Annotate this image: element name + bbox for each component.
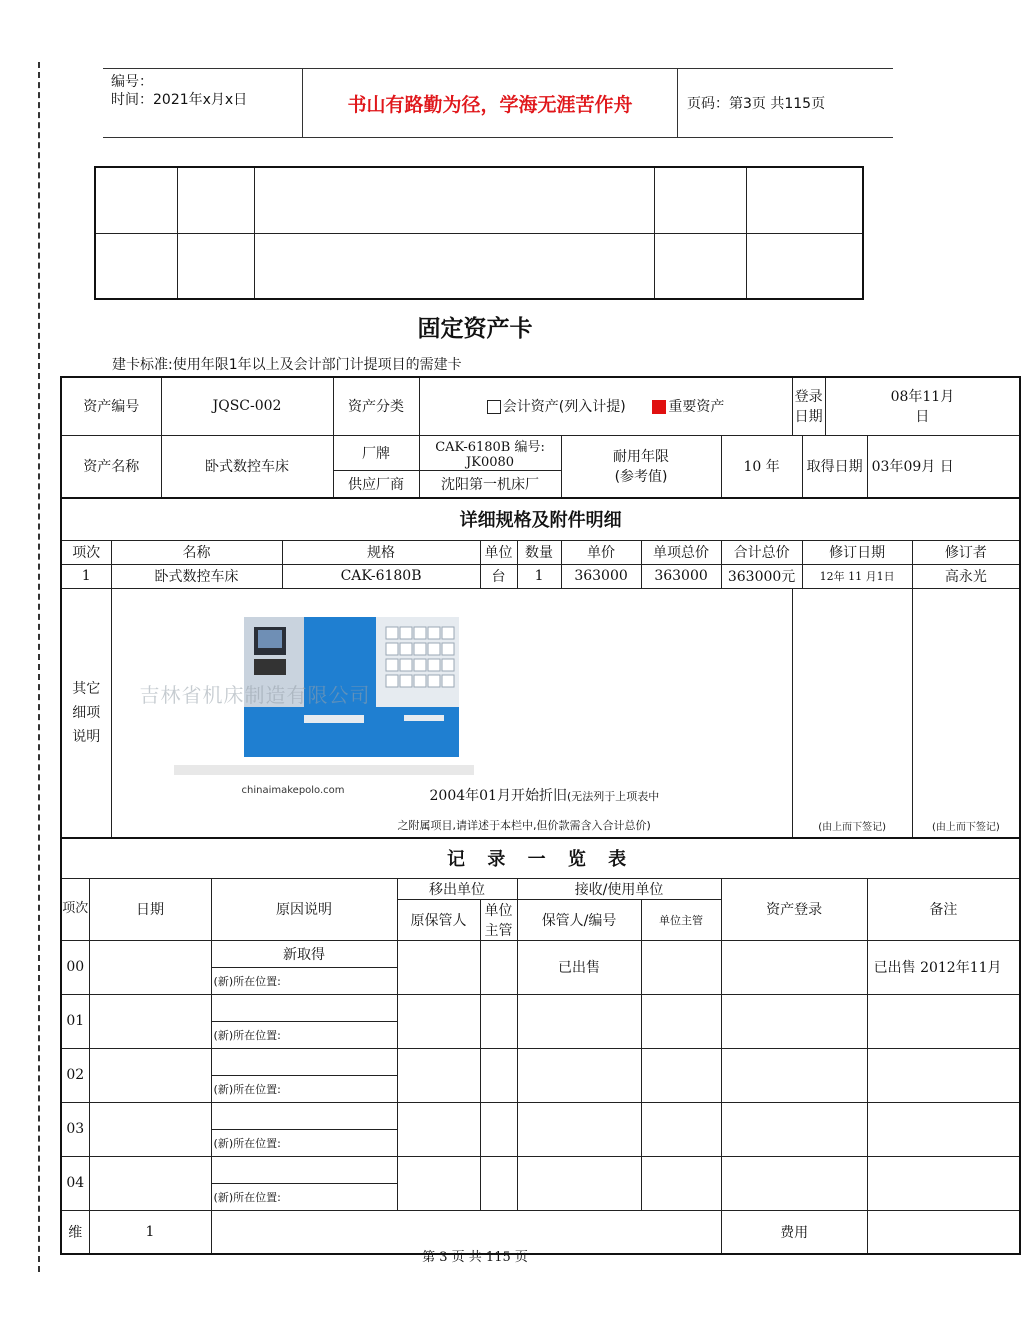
rec-header-in-keeper: 保管人/编号 xyxy=(517,899,641,940)
detail-header: 名称 xyxy=(111,540,282,564)
asset-name: 卧式数控车床 xyxy=(161,435,333,498)
rec-header-out-keeper: 原保管人 xyxy=(397,899,480,940)
record-no: 03 xyxy=(61,1102,89,1156)
record-in-keeper[interactable] xyxy=(517,1048,641,1102)
record-date[interactable] xyxy=(89,994,211,1048)
record-out-mgr[interactable] xyxy=(480,994,517,1048)
blank-cell xyxy=(254,233,654,299)
record-reason[interactable] xyxy=(211,1048,397,1075)
detail-header: 单位 xyxy=(480,540,517,564)
acq-date-label: 取得日期 xyxy=(802,435,867,498)
record-remark[interactable] xyxy=(867,1102,1020,1156)
brand-label: 厂牌 xyxy=(333,435,419,470)
page-footer: 第 3 页 共 115 页 xyxy=(422,1250,528,1265)
blank-cell xyxy=(95,167,177,233)
card-standard: 建卡标准:使用年限1年以上及会计部门计提项目的需建卡 xyxy=(112,357,462,373)
rec-header-reason: 原因说明 xyxy=(211,878,397,940)
detail-cell: 1 xyxy=(61,564,111,588)
detail-cell: CAK-6180B xyxy=(282,564,480,588)
record-out-mgr[interactable] xyxy=(480,1156,517,1210)
detail-section-title: 详细规格及附件明细 xyxy=(61,498,1020,540)
detail-header: 规格 xyxy=(282,540,480,564)
record-in-mgr[interactable] xyxy=(641,1102,721,1156)
attach-note: 之附属项目,请详述于本栏中,但价款需含入合计总价) xyxy=(397,818,651,832)
checked-box-icon[interactable] xyxy=(652,400,666,414)
life-label-1: 耐用年限 xyxy=(613,449,670,466)
detail-header: 修订者 xyxy=(912,540,1020,564)
reg-date-line1: 08年11月 xyxy=(890,389,955,406)
blank-cell xyxy=(177,233,254,299)
record-location[interactable]: (新)所在位置: xyxy=(211,967,397,994)
blank-cell xyxy=(746,233,863,299)
record-reason[interactable] xyxy=(211,1102,397,1129)
record-reg[interactable] xyxy=(721,940,867,994)
record-in-mgr[interactable] xyxy=(641,994,721,1048)
rec-header-remark: 备注 xyxy=(867,878,1020,940)
record-in-mgr[interactable] xyxy=(641,1156,721,1210)
record-reg[interactable] xyxy=(721,1048,867,1102)
cut-line xyxy=(38,62,40,1272)
record-location[interactable]: (新)所在位置: xyxy=(211,1075,397,1102)
record-out-keeper[interactable] xyxy=(397,1048,480,1102)
record-reg[interactable] xyxy=(721,1156,867,1210)
records-section-title: 记 录 一 览 表 xyxy=(61,838,1020,878)
rec-header-out-mgr: 单位主管 xyxy=(480,899,517,940)
page-indicator: 页码：第3页 共115页 xyxy=(687,96,826,112)
record-date[interactable] xyxy=(89,1048,211,1102)
detail-header: 单项总价 xyxy=(641,540,721,564)
blank-cell xyxy=(654,233,746,299)
rec-header-reg: 资产登录 xyxy=(721,878,867,940)
record-out-keeper[interactable] xyxy=(397,1102,480,1156)
record-remark[interactable] xyxy=(867,994,1020,1048)
maint-label: 维 xyxy=(61,1210,89,1254)
detail-cell: 1 xyxy=(517,564,561,588)
sign-note: (由上而下签记) xyxy=(932,822,1000,833)
maint-value: 1 xyxy=(89,1210,211,1254)
blank-cell xyxy=(654,167,746,233)
asset-name-label: 资产名称 xyxy=(61,435,161,498)
detail-cell: 台 xyxy=(480,564,517,588)
record-reason[interactable] xyxy=(211,1156,397,1183)
header-meta xyxy=(103,69,303,137)
number-label: 编号： xyxy=(111,74,153,90)
category-label: 资产分类 xyxy=(333,377,419,435)
record-remark[interactable] xyxy=(867,1156,1020,1210)
depreciation-note: (无法列于上项表中 xyxy=(566,789,660,803)
record-in-keeper[interactable] xyxy=(517,1102,641,1156)
record-date[interactable] xyxy=(89,1156,211,1210)
record-in-keeper[interactable] xyxy=(517,1156,641,1210)
blank-cell xyxy=(177,167,254,233)
record-no: 02 xyxy=(61,1048,89,1102)
reg-date-label: 登录日期 xyxy=(792,377,825,435)
rec-header-date: 日期 xyxy=(89,878,211,940)
record-out-mgr[interactable] xyxy=(480,940,517,994)
supplier-label: 供应厂商 xyxy=(333,470,419,498)
record-out-keeper[interactable] xyxy=(397,994,480,1048)
life-value: 10 年 xyxy=(721,435,802,498)
detail-cell: 12年 11 月1日 xyxy=(802,564,912,588)
record-remark[interactable]: 已出售 2012年11月 xyxy=(867,940,1020,994)
record-out-mgr[interactable] xyxy=(480,1102,517,1156)
record-out-mgr[interactable] xyxy=(480,1048,517,1102)
life-label-2: (参考值) xyxy=(614,469,668,486)
asset-no: JQSC-002 xyxy=(161,377,333,435)
record-location[interactable]: (新)所在位置: xyxy=(211,1129,397,1156)
rec-header-in-mgr: 单位主管 xyxy=(641,899,721,940)
motto: 书山有路勤为径，学海无涯苦作舟 xyxy=(303,69,678,137)
cost-label: 费用 xyxy=(721,1210,867,1254)
acq-date: 03年09月 日 xyxy=(867,435,1020,498)
record-no: 04 xyxy=(61,1156,89,1210)
other-details-content xyxy=(111,588,792,838)
record-in-mgr[interactable] xyxy=(641,940,721,994)
depreciation-start: 2004年01月开始折旧 xyxy=(429,787,567,804)
category-option-important: 重要资产 xyxy=(668,399,725,416)
blank-cell xyxy=(95,233,177,299)
record-reason[interactable]: 新取得 xyxy=(211,940,397,967)
page-header xyxy=(103,68,893,138)
detail-header: 项次 xyxy=(61,540,111,564)
card-title: 固定资产卡 xyxy=(417,316,533,342)
detail-header: 修订日期 xyxy=(802,540,912,564)
record-reason[interactable] xyxy=(211,994,397,1021)
detail-cell: 高永光 xyxy=(912,564,1020,588)
reg-date-line2: 日 xyxy=(915,409,930,426)
asset-card xyxy=(60,376,1021,1255)
image-caption: chinaimakepolo.com xyxy=(241,784,345,796)
supplier-value: 沈阳第一机床厂 xyxy=(419,470,561,498)
reviser-sign-cell xyxy=(912,588,1020,838)
category-options xyxy=(419,377,792,435)
record-reg[interactable] xyxy=(721,994,867,1048)
reg-date xyxy=(825,377,1020,435)
rec-header-out: 移出单位 xyxy=(397,878,517,899)
category-option-accounting: 会计资产(列入计提) xyxy=(502,399,626,416)
record-remark[interactable] xyxy=(867,1048,1020,1102)
record-in-keeper[interactable] xyxy=(517,994,641,1048)
rec-header-in: 接收/使用单位 xyxy=(517,878,721,899)
record-reg[interactable] xyxy=(721,1102,867,1156)
detail-header: 合计总价 xyxy=(721,540,802,564)
detail-cell: 363000 xyxy=(561,564,641,588)
checkbox-icon[interactable] xyxy=(487,400,501,414)
blank-grid xyxy=(94,166,864,300)
detail-header: 单价 xyxy=(561,540,641,564)
image-watermark: 吉林省机床制造有限公司 xyxy=(139,682,371,707)
other-details-label: 其它细项说明 xyxy=(61,588,111,838)
record-in-mgr[interactable] xyxy=(641,1048,721,1102)
life-label xyxy=(561,435,721,498)
record-location[interactable]: (新)所在位置: xyxy=(211,1021,397,1048)
record-location[interactable]: (新)所在位置: xyxy=(211,1183,397,1210)
record-in-keeper[interactable]: 已出售 xyxy=(517,940,641,994)
record-date[interactable] xyxy=(89,1102,211,1156)
blank-cell xyxy=(746,167,863,233)
depreciation-text xyxy=(430,785,660,805)
record-date[interactable] xyxy=(89,940,211,994)
blank-cell xyxy=(254,167,654,233)
time-text: 时间：2021年x月x日 xyxy=(111,92,248,108)
detail-cell: 卧式数控车床 xyxy=(111,564,282,588)
detail-cell: 363000元 xyxy=(721,564,802,588)
record-out-keeper[interactable] xyxy=(397,940,480,994)
detail-cell: 363000 xyxy=(641,564,721,588)
revise-date-sign-cell xyxy=(792,588,912,838)
rec-header-item: 项次 xyxy=(61,878,89,940)
brand-value: CAK-6180B 编号: JK0080 xyxy=(419,435,561,470)
asset-no-label: 资产编号 xyxy=(61,377,161,435)
record-no: 00 xyxy=(61,940,89,994)
record-out-keeper[interactable] xyxy=(397,1156,480,1210)
detail-header: 数量 xyxy=(517,540,561,564)
record-no: 01 xyxy=(61,994,89,1048)
sign-note: (由上而下签记) xyxy=(818,822,887,833)
